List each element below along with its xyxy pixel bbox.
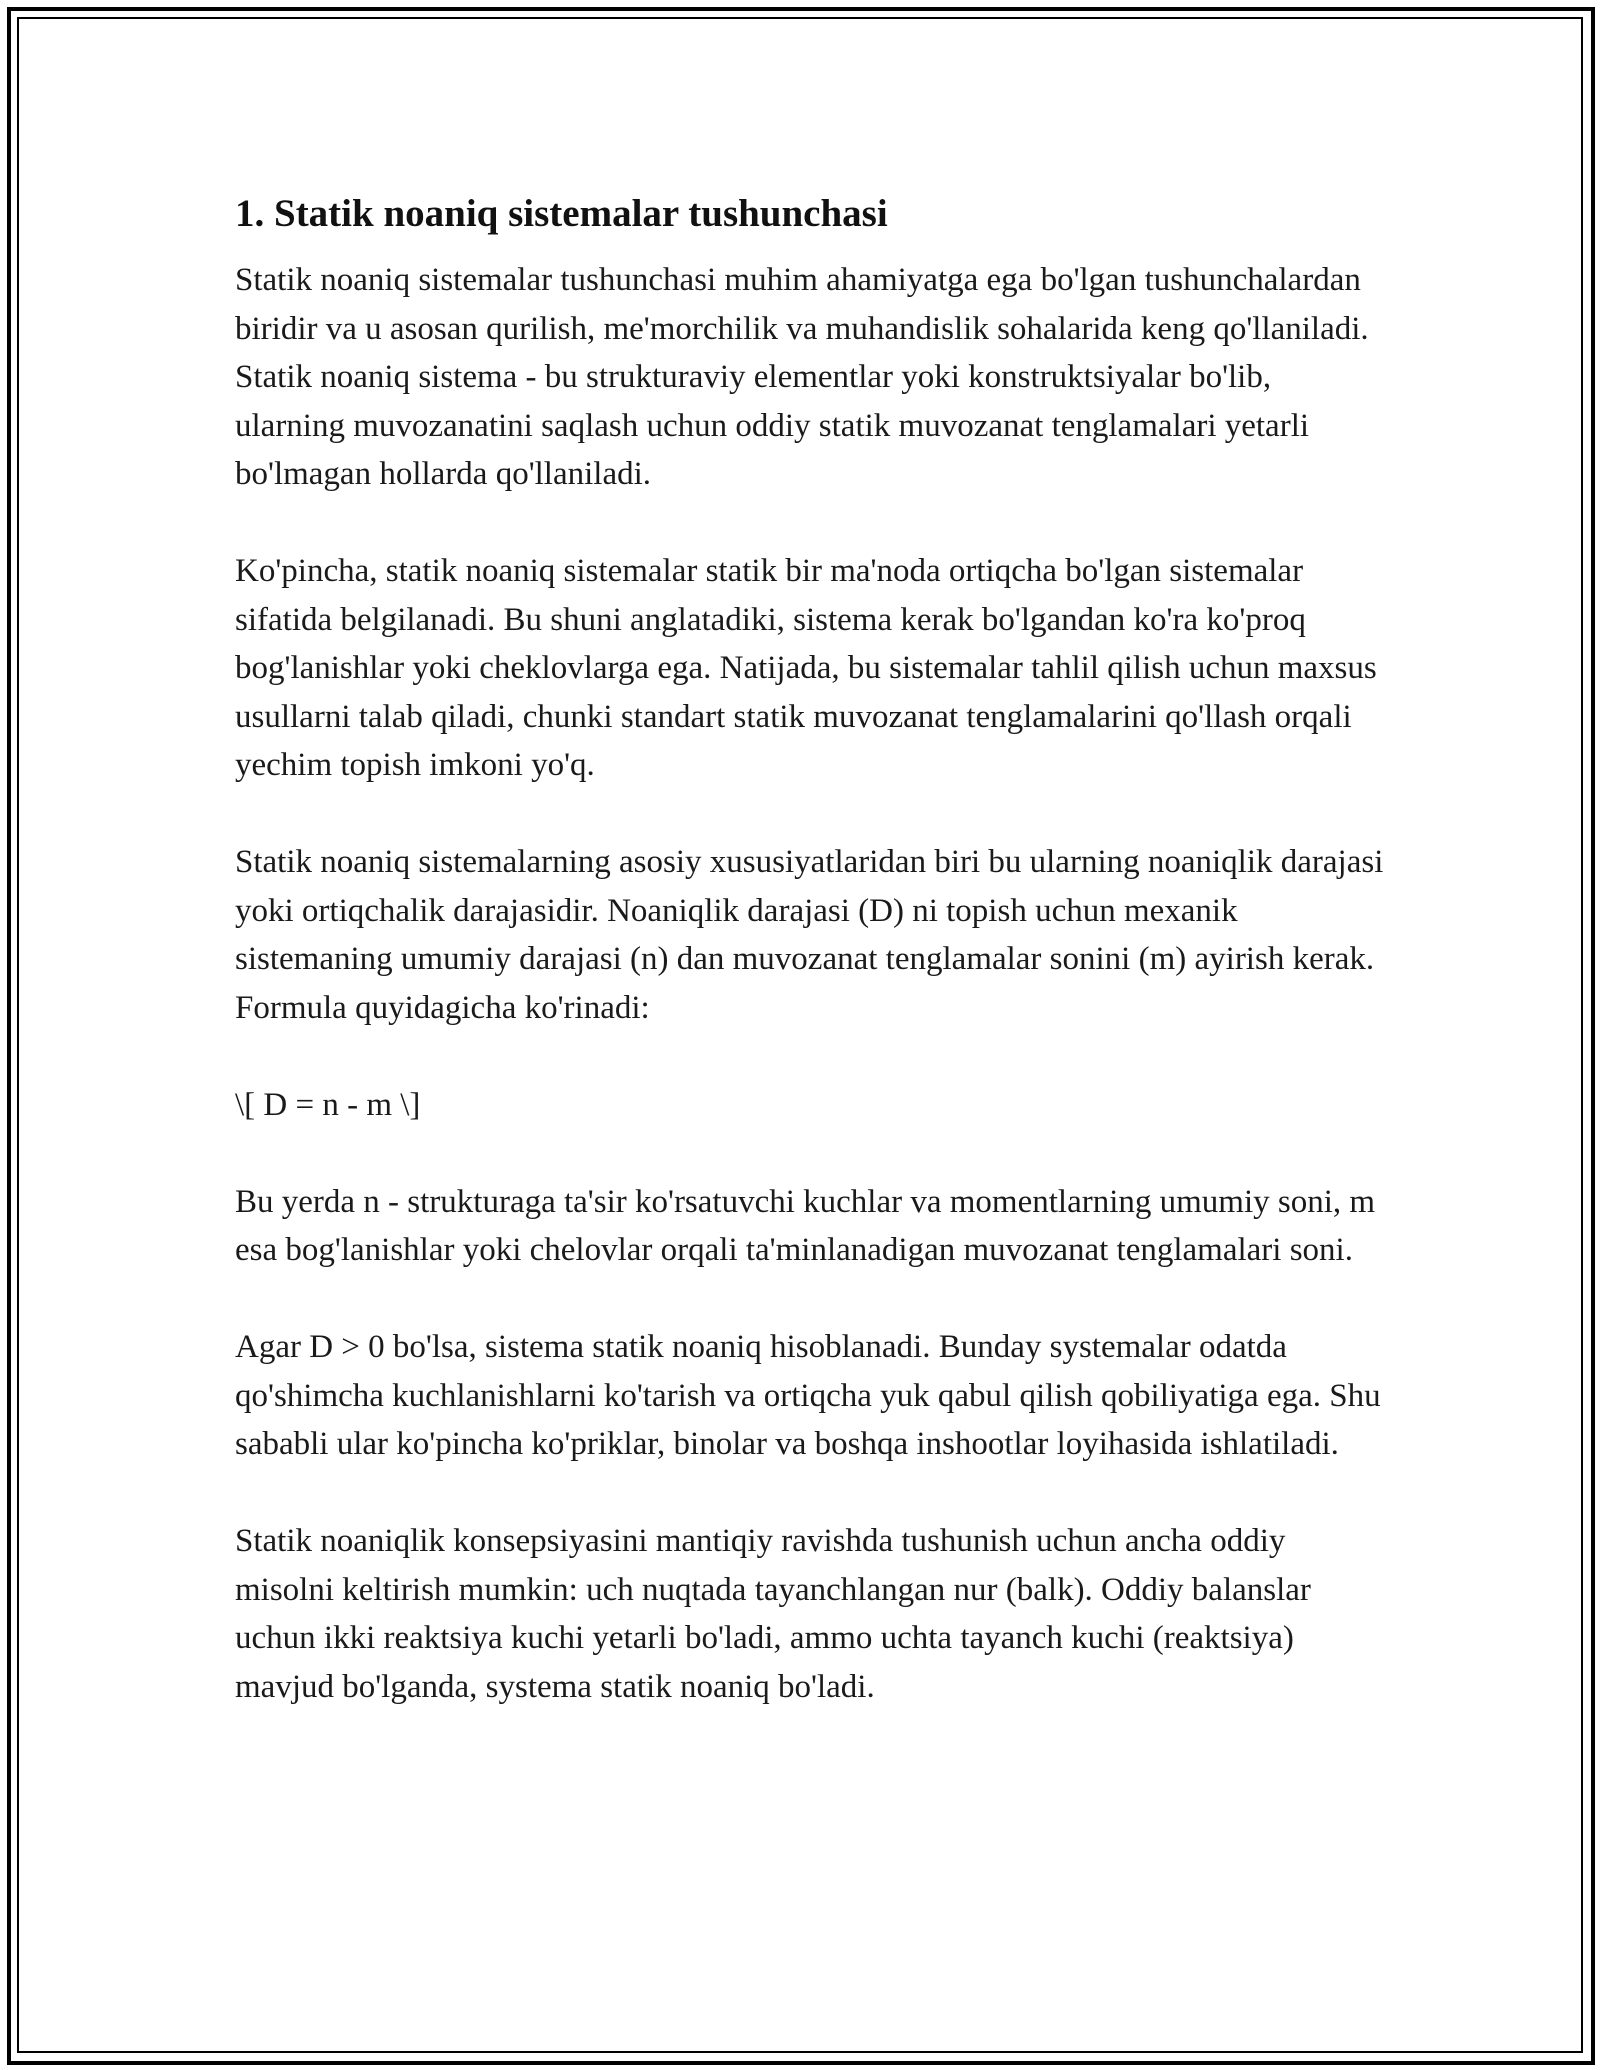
paragraph-definitions: Bu yerda n - strukturaga ta'sir ko'rsatuvchi kuchlar va momentlarning umumiy soni, m esa bog'lanishlar yoki chelovlar orqali ta'minlanadigan muvozanat tenglamalari soni. <box>235 1183 1376 1268</box>
document-body <box>235 188 1385 1760</box>
section-heading: 1. Statik noaniq sistemalar tushunchasi <box>235 192 888 235</box>
paragraph-intro: Statik noaniq sistemalar tushunchasi muhim ahamiyatga ega bo'lgan tushunchalardan biridir va u asosan qurilish, me'morchilik va muhandislik sohalarida keng qo'llaniladi. Statik noaniq sistema - bu strukturaviy elementlar yoki konstruktsiyalar bo'lib, ularning muvozanatini saqlash uchun oddiy statik muvozanat tenglamalari yetarli bo'lmagan hollarda qo'llaniladi. <box>235 262 1369 492</box>
paragraph-redundancy: Ko'pincha, statik noaniq sistemalar statik bir ma'noda ortiqcha bo'lgan sistemalar sifatida belgilanadi. Bu shuni anglatadiki, sistema kerak bo'lgandan ko'ra ko'proq bog'lanishlar yoki cheklovlarga ega. Natijada, bu sistemalar tahlil qilish uchun maxsus usullarni talab qiladi, chunki standart statik muvozanat tenglamalarini qo'llash orqali yechim topish imkoni yo'q. <box>235 553 1377 783</box>
paragraph-condition: Agar D > 0 bo'lsa, sistema statik noaniq hisoblanadi. Bunday systemalar odatda qo'shimcha kuchlanishlarni ko'tarish va ortiqcha yuk qabul qilish qobiliyatiga ega. Shu sababli ular ko'pincha ko'priklar, binolar va boshqa inshootlar loyihasida ishlatiladi. <box>235 1329 1381 1462</box>
paragraph-degree: Statik noaniq sistemalarning asosiy xususiyatlaridan biri bu ularning noaniqlik darajasi yoki ortiqchalik darajasidir. Noaniqlik darajasi (D) ni topish uchun mexanik sistemaning umumiy darajasi (n) dan muvozanat tenglamalar sonini (m) ayirish kerak. Formula quyidagicha ko'rinadi: <box>235 844 1384 1026</box>
formula: \[ D = n - m \] <box>235 1086 421 1123</box>
paragraph-example: Statik noaniqlik konsepsiyasini mantiqiy ravishda tushunish uchun ancha oddiy misolni keltirish mumkin: uch nuqtada tayanchlangan nur (balk). Oddiy balanslar uchun ikki reaktsiya kuchi yetarli bo'ladi, ammo uchta tayanch kuchi (reaktsiya) mavjud bo'lganda, systema statik noaniq bo'ladi. <box>235 1523 1311 1705</box>
